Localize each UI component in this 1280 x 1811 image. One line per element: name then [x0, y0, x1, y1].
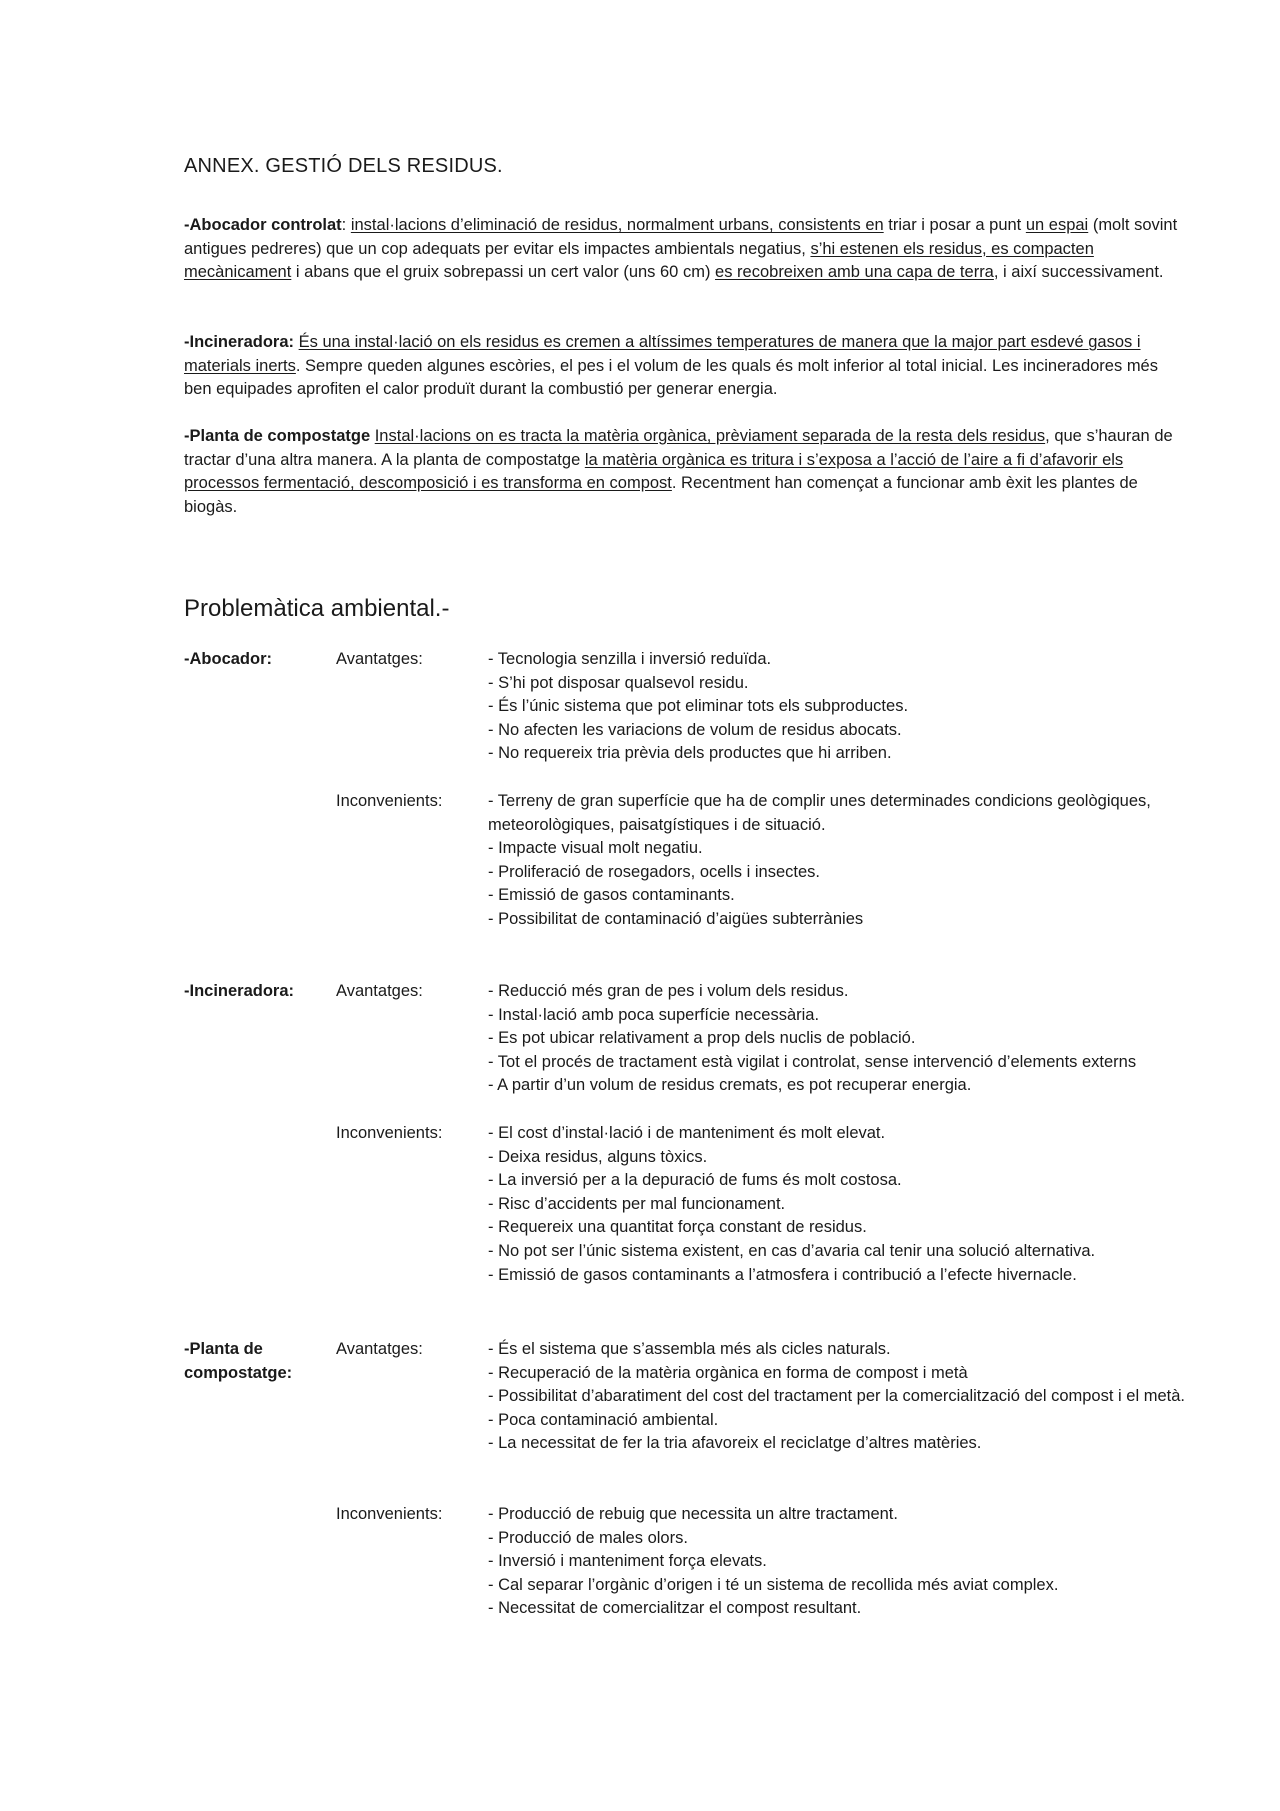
list-item: - A partir d’un volum de residus cremats, es pot recuperar energia.: [488, 1076, 972, 1095]
list-item: - Proliferació de rosegadors, ocells i insectes.: [488, 862, 820, 881]
list-item: - Instal·lació amb poca superfície necessària.: [488, 1005, 820, 1024]
list-item: - És l’únic sistema que pot eliminar tots els subproductes.: [488, 697, 909, 716]
list-item: - Emissió de gasos contaminants a l’atmosfera i contribució a l’efecte hivernacle.: [488, 1265, 1077, 1284]
inconvenients-list: [488, 1122, 1208, 1287]
definition-abocador: -Abocador controlat: instal·lacions d’eliminació de residus, normalment urbans, consistents en triar i posar a punt un espai (molt sovint antigues pedreres) que un cop adequats per evitar els impactes ambientals negatius, s’hi estenen els residus, es compacten mecànicament i abans que el gruix sobrepassi un cert valor (uns 60 cm) es recobreixen amb una capa de terra, i així successivament.: [184, 216, 1178, 282]
list-item: - No pot ser l’únic sistema existent, en cas d’avaria cal tenir una solució alternativa.: [488, 1241, 1096, 1260]
section-heading: Problemàtica ambiental.-: [184, 595, 450, 622]
section-label: -Incineradora:: [184, 982, 295, 1000]
avantatges-list: [488, 648, 1208, 766]
list-item: - Risc d’accidents per mal funcionament.: [488, 1194, 786, 1213]
list-item: - La inversió per a la depuració de fums és molt costosa.: [488, 1171, 902, 1190]
avantatges-label: Avantatges:: [336, 1340, 423, 1358]
list-item: - El cost d’instal·lació i de manteniment és molt elevat.: [488, 1124, 886, 1142]
list-item: - Recuperació de la matèria orgànica en forma de compost i metà: [488, 1363, 968, 1382]
definition-incineradora: -Incineradora: És una instal·lació on els residus es cremen a altíssimes temperatures de manera que la major part esdevé gasos i materials inerts. Sempre queden algunes escòries, el pes i el volum de les quals és molt inferior al total inicial. Les incineradores més ben equipades aprofiten el calor produït durant la combustió per generar energia.: [184, 333, 1158, 399]
list-item: - Cal separar l’orgànic d’origen i té un sistema de recollida més aviat complex.: [488, 1575, 1059, 1594]
list-item: - És el sistema que s’assembla més als cicles naturals.: [488, 1340, 891, 1358]
list-item: - S’hi pot disposar qualsevol residu.: [488, 673, 749, 692]
list-item: - Terreny de gran superfície que ha de complir unes determinades condicions geològiques, meteorològiques, paisatgístiques i de situació.: [488, 792, 1151, 834]
list-item: - Inversió i manteniment força elevats.: [488, 1552, 767, 1571]
avantatges-label: Avantatges:: [336, 982, 423, 1000]
list-item: - Requereix una quantitat força constant de residus.: [488, 1218, 867, 1237]
list-item: - Producció de males olors.: [488, 1528, 688, 1547]
inconvenients-label: Inconvenients:: [336, 792, 443, 810]
list-item: - Tecnologia senzilla i inversió reduïda.: [488, 650, 772, 668]
list-item: - Possibilitat de contaminació d’aigües subterrànies: [488, 909, 864, 928]
list-item: - Reducció més gran de pes i volum dels residus.: [488, 982, 849, 1000]
list-item: - Es pot ubicar relativament a prop dels nuclis de població.: [488, 1029, 916, 1048]
list-item: - Deixa residus, alguns tòxics.: [488, 1147, 708, 1166]
document-title: ANNEX. GESTIÓ DELS RESIDUS.: [184, 155, 503, 177]
list-item: - Possibilitat d’abaratiment del cost del tractament per la comercialització del compost i el metà.: [488, 1387, 1185, 1406]
avantatges-list: [488, 980, 1208, 1098]
list-item: - Tot el procés de tractament està vigilat i controlat, sense intervenció d’elements externs: [488, 1052, 1137, 1071]
inconvenients-list: [488, 1503, 1208, 1621]
inconvenients-label: Inconvenients:: [336, 1124, 443, 1142]
list-item: - No afecten les variacions de volum de residus abocats.: [488, 720, 902, 739]
inconvenients-list: [488, 790, 1208, 932]
term-abocador: -Abocador controlat: [184, 216, 342, 234]
term-incineradora: -Incineradora:: [184, 333, 295, 351]
list-item: - Impacte visual molt negatiu.: [488, 839, 703, 858]
definition-planta: -Planta de compostatge Instal·lacions on es tracta la matèria orgànica, prèviament separada de la resta dels residus, que s’hauran de tractar d’una altra manera. A la planta de compostatge la matèria orgànica es tritura i s’exposa a l’acció de l’aire a fi d’afavorir els processos fermentació, descomposició i es transforma en compost. Recentment han començat a funcionar amb èxit les plantes de biogàs.: [184, 427, 1173, 516]
term-planta: -Planta de compostatge: [184, 427, 371, 445]
list-item: - Emissió de gasos contaminants.: [488, 886, 735, 905]
avantatges-list: [488, 1338, 1208, 1456]
list-item: - Producció de rebuig que necessita un altre tractament.: [488, 1505, 898, 1523]
section-label: -Planta de compostatge:: [184, 1340, 293, 1382]
list-item: - Poca contaminació ambiental.: [488, 1410, 719, 1429]
section-label: -Abocador:: [184, 650, 272, 668]
inconvenients-label: Inconvenients:: [336, 1505, 443, 1523]
list-item: - La necessitat de fer la tria afavoreix el reciclatge d’altres matèries.: [488, 1434, 982, 1453]
list-item: - No requereix tria prèvia dels productes que hi arriben.: [488, 744, 892, 763]
list-item: - Necessitat de comercialitzar el compost resultant.: [488, 1599, 862, 1618]
avantatges-label: Avantatges:: [336, 650, 423, 668]
